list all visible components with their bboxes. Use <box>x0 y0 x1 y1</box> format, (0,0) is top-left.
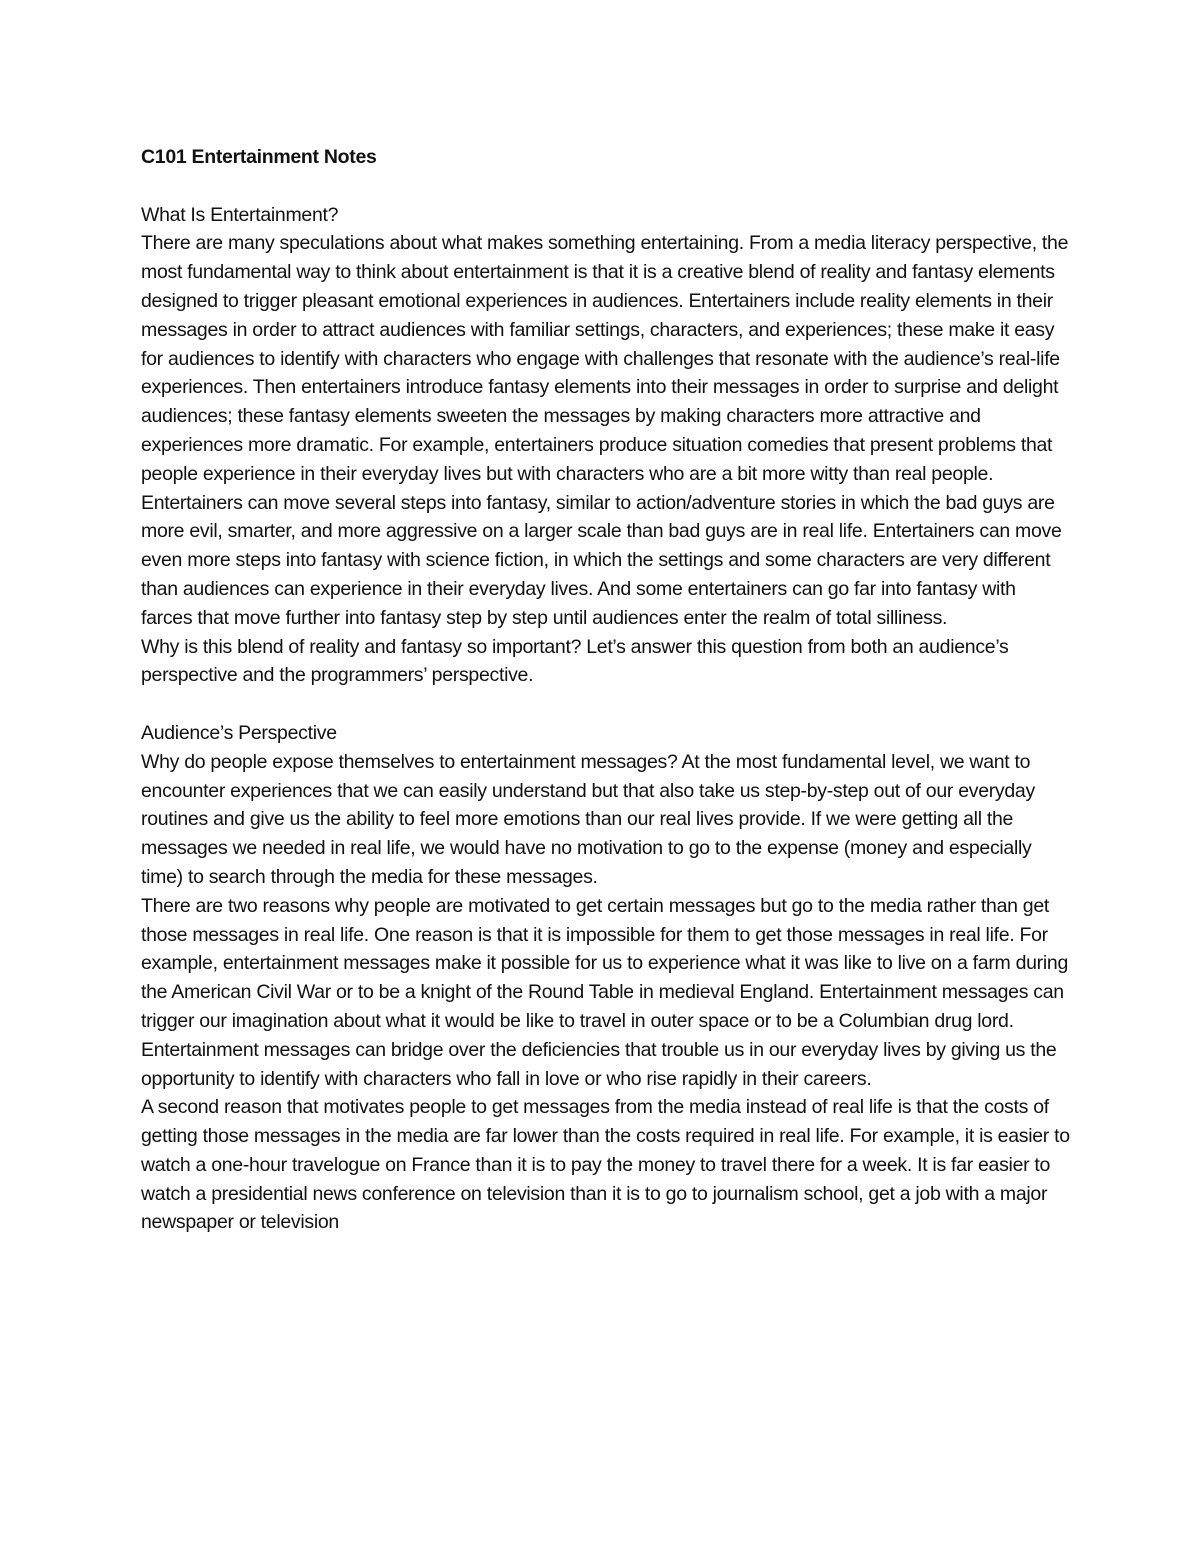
paragraph: Why is this blend of reality and fantasy so important? Let’s answer this question from both an audience’s perspective and the programmers’ perspective. <box>141 635 1009 687</box>
spacer <box>141 690 1071 719</box>
document-title: C101 Entertainment Notes <box>141 146 377 168</box>
paragraph: There are two reasons why people are motivated to get certain messages but go to the media rather than get those messages in real life. One reason is that it is impossible for them to get those messages in real life. For example, entertainment messages make it possible for us to experience what it was like to live on a farm during the American Civil War or to be a knight of the Round Table in medieval England. Entertainment messages can trigger our imagination about what it would be like to travel in outer space or to be a Columbian drug lord. Entertainment messages can bridge over the deficiencies that trouble us in our everyday lives by giving us the opportunity to identify with characters who fall in love or who rise rapidly in their careers. <box>141 894 1069 1090</box>
paragraph: Why do people expose themselves to entertainment messages? At the most fundamental level, we want to encounter experiences that we can easily understand but that also take us step-by-step out of our everyday routines and give us the ability to feel more emotions than our real lives provide. If we were getting all the messages we needed in real life, we would have no motivation to go to the expense (money and especially time) to search through the media for these messages. <box>141 750 1035 888</box>
section-heading-what-is-entertainment: What Is Entertainment? <box>141 203 339 226</box>
section-heading-audiences-perspective: Audience’s Perspective <box>141 721 337 744</box>
spacer <box>141 172 1071 201</box>
document-page <box>141 143 1071 1237</box>
paragraph: A second reason that motivates people to get messages from the media instead of real life is that the costs of getting those messages in the media are far lower than the costs required in real life. For example, it is easier to watch a one-hour travelogue on France than it is to pay the money to travel there for a week. It is far easier to watch a presidential news conference on television than it is to go to journalism school, get a job with a major newspaper or television <box>141 1096 1070 1234</box>
paragraph: There are many speculations about what makes something entertaining. From a media literacy perspective, the most fundamental way to think about entertainment is that it is a creative blend of reality and fantasy elements designed to trigger pleasant emotional experiences in audiences. Entertainers include reality elements in their messages in order to attract audiences with familiar settings, characters, and experiences; these make it easy for audiences to identify with characters who engage with challenges that resonate with the audience’s real-life experiences. Then entertainers introduce fantasy elements into their messages in order to surprise and delight audiences; these fantasy elements sweeten the messages by making characters more attractive and experiences more dramatic. For example, entertainers produce situation comedies that present problems that people experience in their everyday lives but with characters who are a bit more witty than real people. Entertainers can move several steps into fantasy, similar to action/adventure stories in which the bad guys are more evil, smarter, and more aggressive on a larger scale than bad guys are in real life. Entertainers can move even more steps into fantasy with science fiction, in which the settings and some characters are very different than audiences can experience in their everyday lives. And some entertainers can go far into fantasy with farces that move further into fantasy step by step until audiences enter the realm of total silliness. <box>141 232 1069 629</box>
